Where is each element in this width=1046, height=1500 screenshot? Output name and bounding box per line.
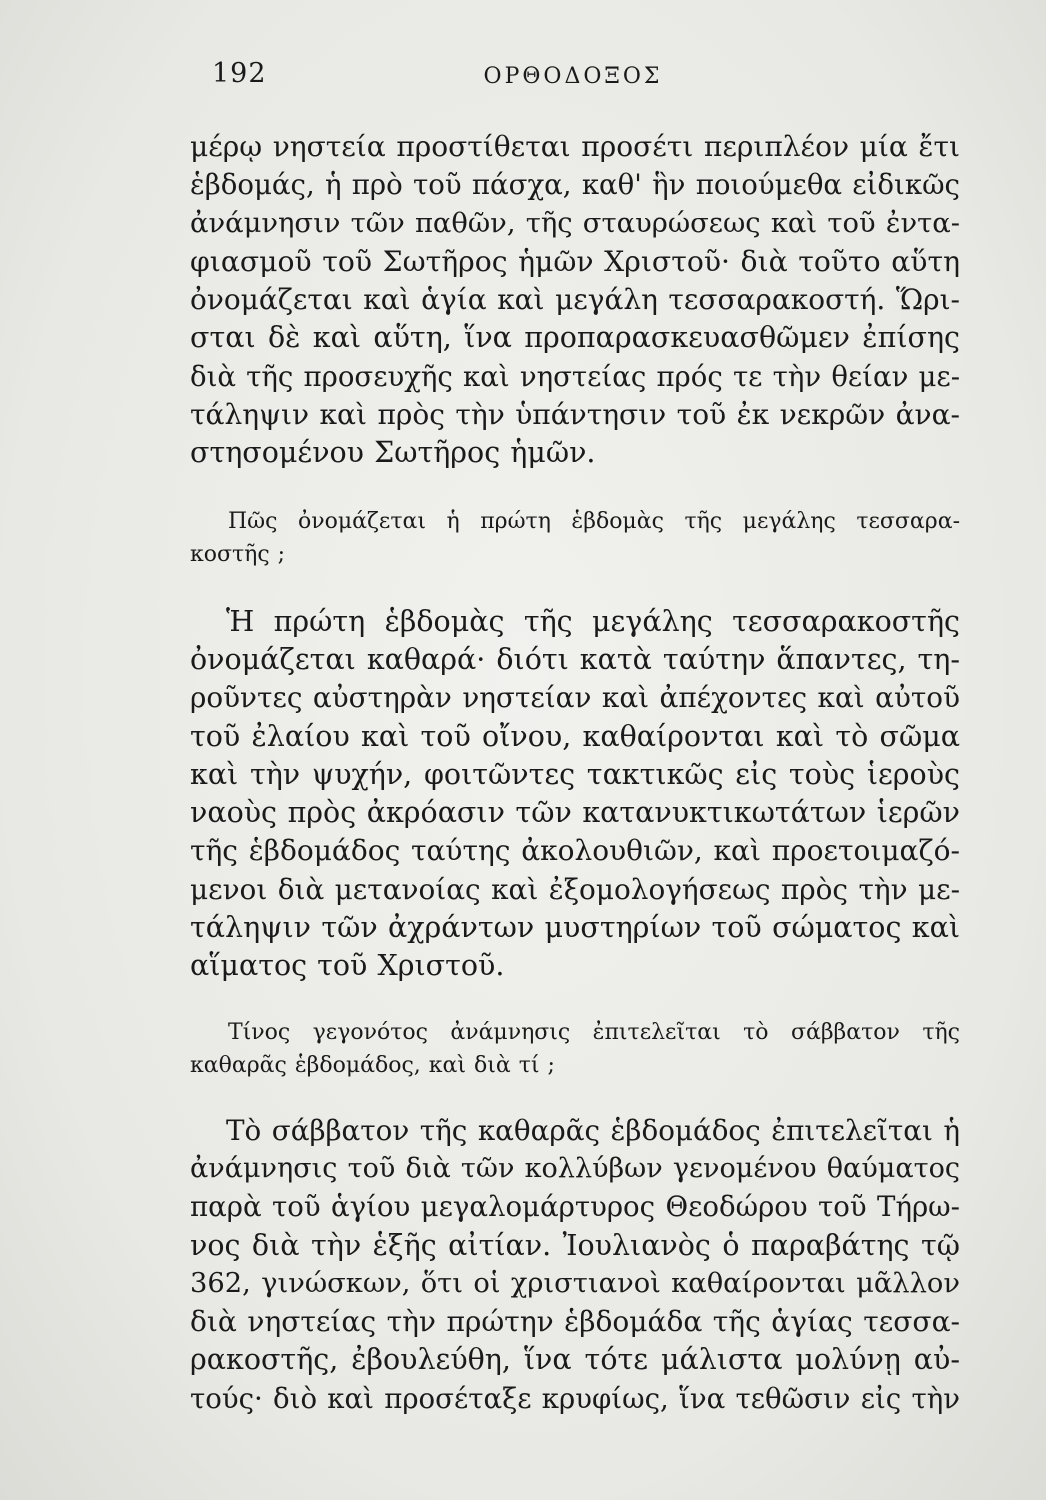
text-line: φιασμοῦ τοῦ Σωτῆρος ἡμῶν Χριστοῦ· διὰ τοῦτο αὕτη bbox=[190, 244, 960, 278]
text-line: ὀνομάζεται καθαρά· διότι κατὰ ταύτην ἅπαντες, τη- bbox=[190, 642, 960, 676]
text-line: τούς· διὸ καὶ προσέταξε κρυφίως, ἵνα τεθῶσιν εἰς τὴν bbox=[190, 1381, 960, 1415]
text-line: αἵματος τοῦ Χριστοῦ. bbox=[190, 949, 505, 983]
page-number: 192 bbox=[212, 58, 267, 89]
text-line: σται δὲ καὶ αὕτη, ἵνα προπαρασκευασθῶμεν ἐπίσης bbox=[190, 321, 960, 355]
text-line: ἑβδομάς, ἡ πρὸ τοῦ πάσχα, καθ' ἣν ποιούμεθα εἰδικῶς bbox=[190, 168, 960, 202]
paragraph-1 bbox=[190, 128, 960, 473]
question-1 bbox=[190, 505, 960, 571]
text-line: ὀνομάζεται καὶ ἁγία καὶ μεγάλη τεσσαρακοστή. Ὥρι- bbox=[190, 283, 960, 317]
text-line: τάληψιν τῶν ἀχράντων μυστηρίων τοῦ σώματος καὶ bbox=[190, 911, 960, 945]
text-line: Ἡ πρώτη ἑβδομὰς τῆς μεγάλης τεσσαρακοστῆς bbox=[226, 604, 960, 638]
text-line: 362, γινώσκων, ὅτι οἱ χριστιανοὶ καθαίρονται μᾶλλον bbox=[190, 1267, 960, 1299]
text-line: ρακοστῆς, ἐβουλεύθη, ἵνα τότε μάλιστα μολύνῃ αὐ- bbox=[190, 1343, 960, 1377]
page-body bbox=[190, 128, 960, 1418]
question-line: κοστῆς ; bbox=[190, 541, 286, 567]
text-line: διὰ νηστείας τὴν πρώτην ἑβδομάδα τῆς ἁγίας τεσσα- bbox=[190, 1305, 960, 1339]
question-2 bbox=[190, 1016, 960, 1082]
question-line: Πῶς ὀνομάζεται ἡ πρώτη ἑβδομὰς τῆς μεγάλης τεσσαρα- bbox=[228, 508, 960, 534]
text-line: διὰ τῆς προσευχῆς καὶ νηστείας πρός τε τὴν θείαν με- bbox=[190, 360, 960, 393]
text-line: ναοὺς πρὸς ἀκρόασιν τῶν κατανυκτικωτάτων ἱερῶν bbox=[190, 796, 960, 830]
text-line: ἀνάμνησιν τῶν παθῶν, τῆς σταυρώσεως καὶ τοῦ ἐντα- bbox=[190, 207, 960, 239]
text-line: τοῦ ἐλαίου καὶ τοῦ οἴνου, καθαίρονται καὶ τὸ σῶμα bbox=[190, 719, 960, 753]
text-line: τῆς ἑβδομάδος ταύτης ἀκολουθιῶν, καὶ προετοιμαζό- bbox=[190, 834, 960, 868]
text-line: παρὰ τοῦ ἁγίου μεγαλομάρτυρος Θεοδώρου τοῦ Τήρω- bbox=[190, 1190, 960, 1224]
text-line: νος διὰ τὴν ἑξῆς αἰτίαν. Ἰουλιανὸς ὁ παραβάτης τῷ bbox=[190, 1228, 960, 1262]
question-line: Τίνος γεγονότος ἀνάμνησις ἐπιτελεῖται τὸ σάββατον τῆς bbox=[228, 1019, 960, 1045]
running-title: ΟΡΘΟΔΟΞΟΣ bbox=[483, 64, 663, 89]
paragraph-2 bbox=[190, 603, 960, 986]
text-line: μενοι διὰ μετανοίας καὶ ἐξομολογήσεως πρὸς τὴν με- bbox=[190, 872, 960, 906]
paragraph-3 bbox=[190, 1112, 960, 1418]
text-line: ροῦντες αὐστηρὰν νηστείαν καὶ ἀπέχοντες καὶ αὐτοῦ bbox=[190, 681, 960, 715]
page-header bbox=[0, 58, 1046, 98]
text-line: μέρῳ νηστεία προστίθεται προσέτι περιπλέον μία ἔτι bbox=[190, 130, 960, 163]
text-line: ἀνάμνησις τοῦ διὰ τῶν κολλύβων γενομένου θαύματος bbox=[190, 1152, 960, 1184]
text-line: στησομένου Σωτῆρος ἡμῶν. bbox=[190, 436, 596, 470]
text-line: Τὸ σάββατον τῆς καθαρᾶς ἑβδομάδος ἐπιτελεῖται ἡ bbox=[226, 1113, 960, 1147]
text-line: τάληψιν καὶ πρὸς τὴν ὑπάντησιν τοῦ ἐκ νεκρῶν ἀνα- bbox=[190, 398, 960, 432]
question-line: καθαρᾶς ἑβδομάδος, καὶ διὰ τί ; bbox=[190, 1052, 555, 1078]
text-line: καὶ τὴν ψυχήν, φοιτῶντες τακτικῶς εἰς τοὺς ἱεροὺς bbox=[190, 757, 960, 791]
